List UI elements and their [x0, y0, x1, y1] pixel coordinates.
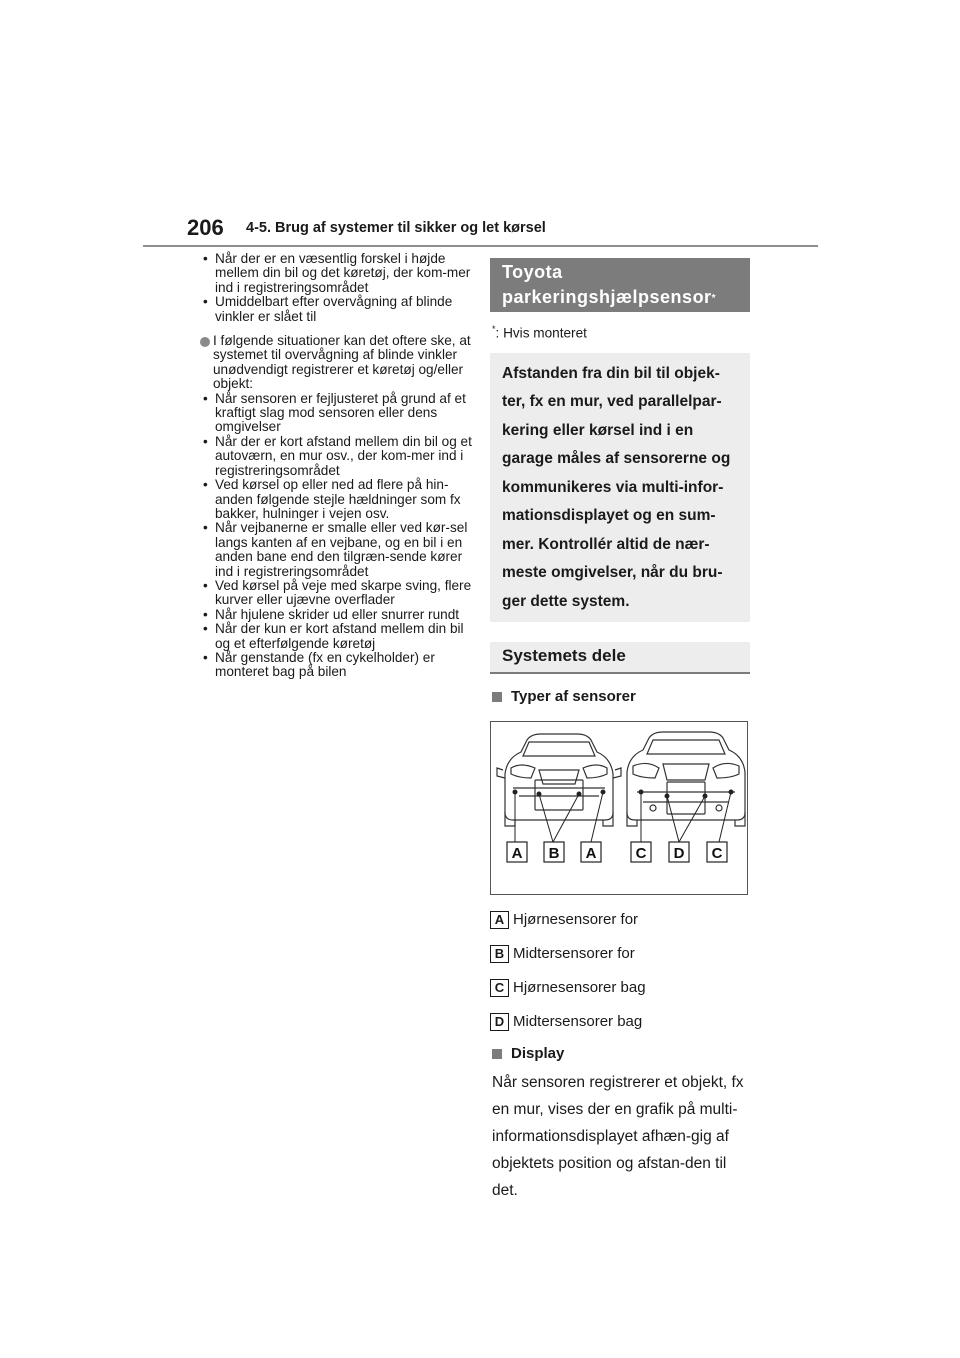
figure-label: D: [673, 845, 685, 863]
note-text: I følgende situationer kan det oftere ske, at systemet til overvågning af blinde vinkler unødvendigt registrerer et køretøj og/eller objekt:: [213, 333, 471, 392]
figure-label: A: [585, 845, 597, 863]
banner-line: parkeringshjælpsensor: [502, 287, 712, 307]
legend: [490, 910, 750, 1031]
footnote: [490, 324, 750, 341]
list-item: • Når der kun er kort afstand mellem din bil og et efterfølgende køretøj: [200, 622, 472, 651]
legend-letter: C: [490, 979, 509, 997]
legend-text: Midtersensorer for: [513, 945, 635, 963]
sensor-types-heading: [490, 688, 750, 705]
sensor-markers: [513, 790, 733, 842]
footnote-mark: *: [492, 324, 496, 334]
parts-heading: Systemets dele: [490, 642, 750, 674]
figure-label: A: [511, 845, 523, 863]
legend-item: [490, 1012, 750, 1031]
footnote-text: : Hvis monteret: [495, 325, 587, 341]
note-item: [200, 334, 472, 392]
list-item: • Når genstande (fx en cykelholder) er monteret bag på bilen: [200, 651, 472, 680]
page-header: [143, 212, 818, 246]
display-heading: [490, 1045, 750, 1062]
header-divider: [143, 245, 818, 247]
footnote-mark: *: [711, 293, 716, 304]
section-title: 4-5. Brug af systemer til sikker og let kørsel: [246, 220, 546, 236]
list-item: • Når vejbanerne er smalle eller ved kør-sel langs kanten af en vejbane, og en bil i en anden bane end den tilgræn-sende kører ind i registreringsområdet: [200, 521, 472, 579]
figure-label: C: [711, 845, 723, 863]
display-description: Når sensoren registrerer et objekt, fx en mur, vises der en grafik på multi-informationsdisplayet afhæn-gig af objektets position og afstan-den til det.: [492, 1074, 744, 1200]
condition-list: [200, 392, 472, 680]
sub-heading-text: Display: [511, 1045, 565, 1063]
list-item: • Når sensoren er fejljusteret på grund af et kraftigt slag mod sensoren eller dens omgivelser: [200, 392, 472, 435]
list-item: • Når der er kort afstand mellem din bil og et autoværn, en mur osv., der kom-mer ind i registreringsområdet: [200, 435, 472, 478]
page-number: 206: [187, 215, 224, 240]
legend-text: Hjørnesensorer bag: [513, 979, 646, 997]
section-banner: [490, 258, 750, 312]
legend-item: [490, 910, 750, 929]
figure-label: B: [548, 845, 560, 863]
figure-label: C: [635, 845, 647, 863]
right-column: [490, 258, 750, 1204]
left-column: [200, 252, 472, 680]
car-sensor-illustration: [491, 722, 747, 894]
circle-bullet-icon: [200, 337, 210, 347]
list-item: • Når hjulene skrider ud eller snurrer rundt: [200, 608, 472, 622]
legend-item: [490, 944, 750, 963]
figure-labels: [512, 845, 723, 862]
rear-car-icon: [627, 732, 745, 826]
sub-heading-text: Typer af sensorer: [511, 688, 636, 706]
front-car-icon: [497, 734, 621, 826]
legend-item: [490, 978, 750, 997]
legend-letter: B: [490, 945, 509, 963]
banner-line-with-mark: [502, 285, 738, 310]
figure-label-boxes: [507, 842, 727, 862]
list-item: • Umiddelbart efter overvågning af blinde vinkler er slået til: [200, 295, 472, 324]
legend-text: Midtersensorer bag: [513, 1013, 643, 1031]
legend-letter: D: [490, 1013, 509, 1031]
list-item: • Ved kørsel op eller ned ad flere på hin-anden følgende stejle hældninger som fx bakker, hulninger i vejen osv.: [200, 478, 472, 521]
square-bullet-icon: [492, 692, 502, 702]
sensor-figure: [490, 721, 748, 895]
legend-text: Hjørnesensorer for: [513, 911, 639, 929]
list-item: • Ved kørsel på veje med skarpe sving, flere kurver eller ujævne overflader: [200, 579, 472, 608]
intro-box: Afstanden fra din bil til objek-ter, fx en mur, ved parallelpar-kering eller kørsel ind i en garage måles af sensorerne og kommunikeres via multi-infor-mationsdisplayet og en sum-mer. Kontrollér altid de nær-meste omgivelser, når du bru-ger dette system.: [490, 353, 750, 623]
legend-letter: A: [490, 911, 509, 929]
banner-line: Toyota: [502, 262, 563, 282]
square-bullet-icon: [492, 1049, 502, 1059]
list-item: • Når der er en væsentlig forskel i højde mellem din bil og det køretøj, der kom-mer ind i registreringsområdet: [200, 252, 472, 295]
